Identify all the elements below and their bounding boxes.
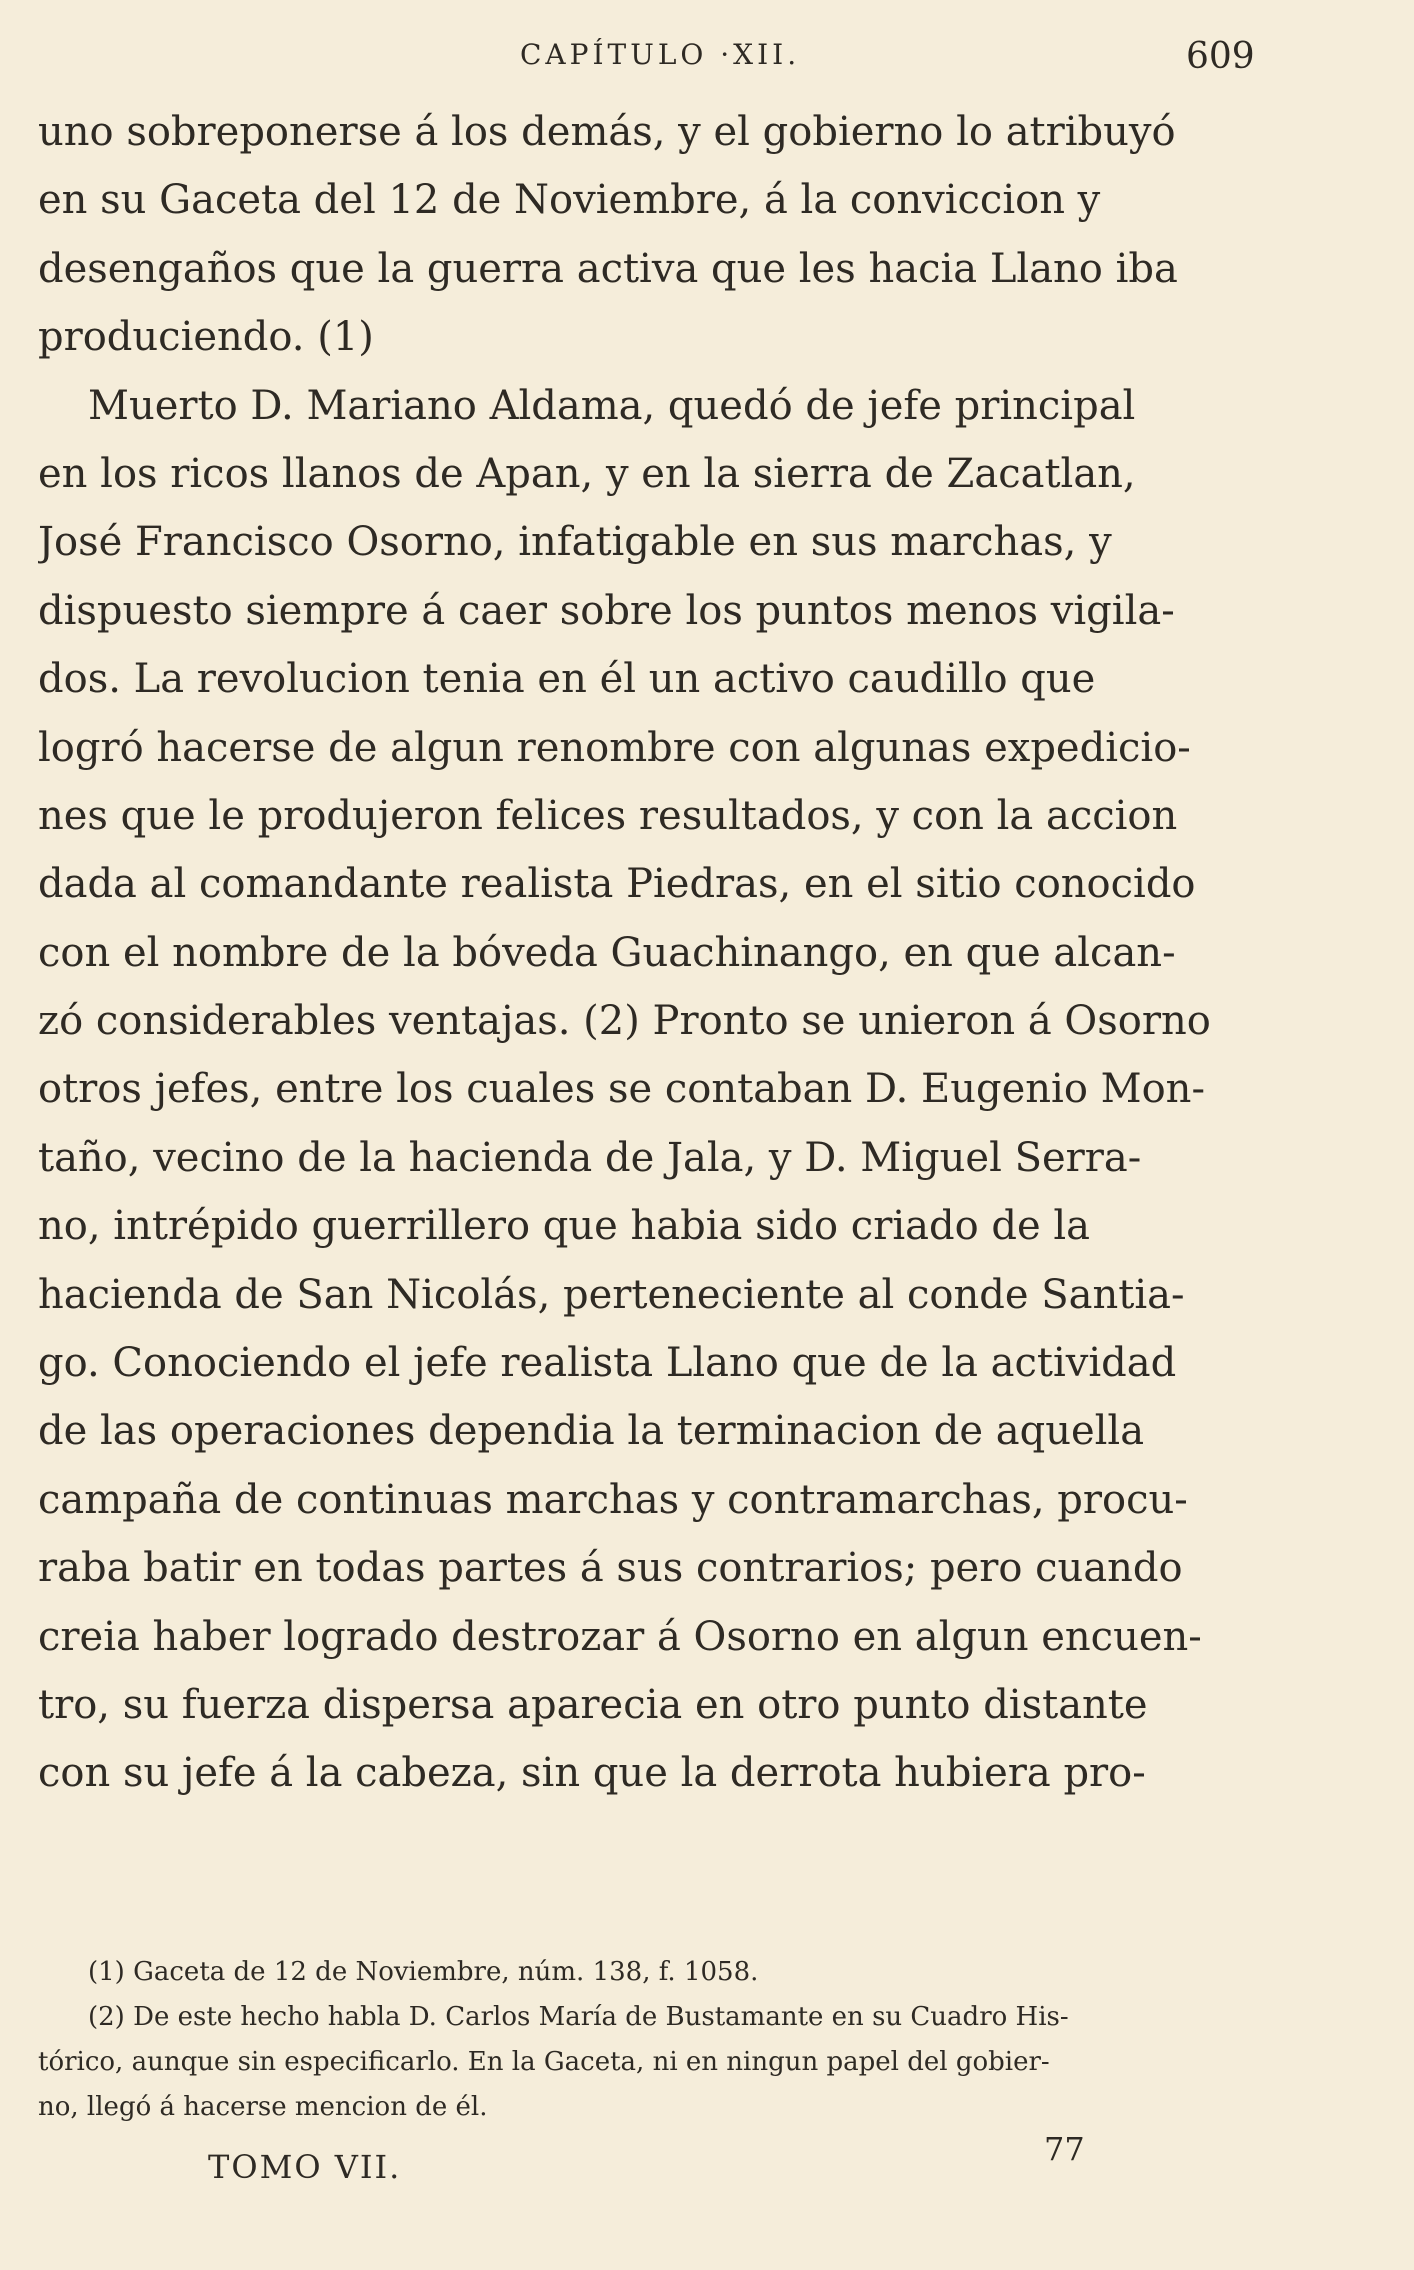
text-line: con su jefe á la cabeza, sin que la derrota hubiera pro-	[38, 1750, 1146, 1797]
text-line: taño, vecino de la hacienda de Jala, y D. Miguel Serra-	[38, 1134, 1142, 1181]
text-line: campaña de continuas marchas y contramarchas, procu-	[38, 1476, 1188, 1523]
text-line: de las operaciones dependia la terminacion de aquella	[38, 1408, 1145, 1455]
text-line: en los ricos llanos de Apan, y en la sierra de Zacatlan,	[38, 450, 1136, 497]
text-line: en su Gaceta del 12 de Noviembre, á la conviccion y	[38, 177, 1101, 224]
text-line: dispuesto siempre á caer sobre los puntos menos vigila-	[38, 587, 1175, 634]
volume-label: TOMO VII.	[208, 2148, 402, 2186]
footnote-1: (1) Gaceta de 12 de Noviembre, núm. 138, f. 1058.	[88, 1957, 759, 1987]
text-line: raba batir en todas partes á sus contrarios; pero cuando	[38, 1545, 1183, 1592]
text-line: dada al comandante realista Piedras, en el sitio conocido	[38, 861, 1196, 908]
footnotes	[38, 1950, 1278, 2130]
page-number: 609	[1186, 36, 1255, 77]
chapter-title: CAPÍTULO ·XII.	[520, 38, 801, 71]
text-line: no, intrépido guerrillero que habia sido criado de la	[38, 1203, 1090, 1250]
text-line: uno sobreponerse á los demás, y el gobierno lo atribuyó	[38, 109, 1176, 155]
footnote-2-continued: no, llegó á hacerse mencion de él.	[38, 2092, 488, 2122]
text-line: zó considerables ventajas. (2) Pronto se unieron á Osorno	[38, 998, 1211, 1045]
text-line: creia haber logrado destrozar á Osorno en algun encuen-	[38, 1613, 1202, 1660]
footnote-2: (2) De este hecho habla D. Carlos María de Bustamante en su Cuadro His-	[88, 2002, 1069, 2032]
signature-mark: 77	[1044, 2130, 1085, 2168]
text-line: con el nombre de la bóveda Guachinango, en que alcan-	[38, 929, 1176, 976]
text-line: go. Conociendo el jefe realista Llano que de la actividad	[38, 1340, 1177, 1387]
text-line: desengaños que la guerra activa que les hacia Llano iba	[38, 245, 1178, 292]
running-head	[0, 38, 1414, 88]
text-line: logró hacerse de algun renombre con algunas expedicio-	[38, 724, 1191, 771]
text-line: hacienda de San Nicolás, perteneciente al conde Santia-	[38, 1271, 1185, 1318]
text-line: José Francisco Osorno, infatigable en sus marchas, y	[38, 519, 1112, 566]
text-line: tro, su fuerza dispersa aparecia en otro punto distante	[38, 1681, 1148, 1728]
text-line: Muerto D. Mariano Aldama, quedó de jefe principal	[88, 382, 1136, 429]
text-line: nes que le produjeron felices resultados, y con la accion	[38, 792, 1178, 839]
text-line: dos. La revolucion tenia en él un activo caudillo que	[38, 656, 1096, 703]
footnote-2-continued: tórico, aunque sin especificarlo. En la Gaceta, ni en ningun papel del gobier-	[38, 2047, 1050, 2077]
text-line: produciendo. (1)	[38, 314, 374, 361]
text-line: otros jefes, entre los cuales se contaban D. Eugenio Mon-	[38, 1066, 1205, 1113]
body-text	[38, 98, 1278, 1808]
